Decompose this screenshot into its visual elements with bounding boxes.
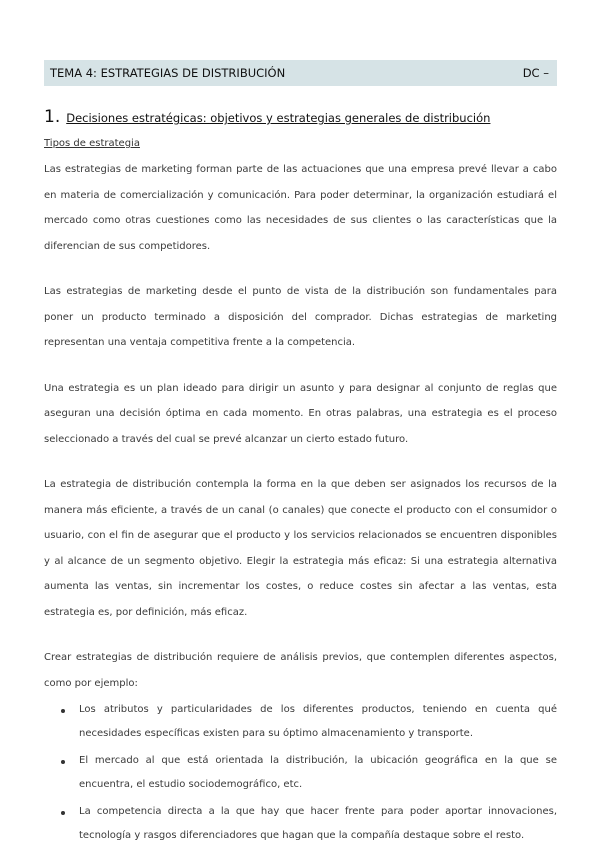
list-item <box>44 800 557 848</box>
section-title: Decisiones estratégicas: objetivos y estrategias generales de distribución <box>66 111 491 125</box>
paragraph: La estrategia de distribución contempla la forma en la que deben ser asignados los recursos de la manera más eficiente, a través de un canal (o canales) que conecte el producto con el consumidor o usuario, con el fin de asegurar que el producto y los servicios relacionados se encuentren disponibles y al alcance de un segmento objetivo. Elegir la estrategia más eficaz: Si una estrategia alternativa aumenta las ventas, sin incrementar los costes, o reduce costes sin afectar a las ventas, esta estrategia es, por definición, más eficaz. <box>44 479 557 618</box>
paragraph: Las estrategias de marketing desde el punto de vista de la distribución son fundamentales para poner un producto terminado a disposición del comprador. Dichas estrategias de marketing representan una ventaja competitiva frente a la competencia. <box>44 286 557 348</box>
bullet-list <box>44 698 557 848</box>
page-header <box>44 60 557 86</box>
list-item <box>44 698 557 746</box>
paragraph: Las estrategias de marketing forman parte de las actuaciones que una empresa prevé llevar a cabo en materia de comercialización y comunicación. Para poder determinar, la organización estudiará el mercado como otras cuestiones como las necesidades de sus clientes o las características que la diferencian de sus competidores. <box>44 164 557 252</box>
subheading: Tipos de estrategia <box>44 138 140 149</box>
header-code: DC – <box>522 66 549 80</box>
header-title: TEMA 4: ESTRATEGIAS DE DISTRIBUCIÓN <box>50 66 286 80</box>
list-item-text: La competencia directa a la que hay que hacer frente para poder aportar innovaciones, tecnología y rasgos diferenciadores que hagan que la compañía destaque sobre el resto. <box>79 806 557 841</box>
section-number: 1. <box>44 107 61 127</box>
paragraph: Crear estrategias de distribución requiere de análisis previos, que contemplen diferentes aspectos, como por ejemplo: <box>44 652 557 689</box>
bullet-icon <box>61 760 65 764</box>
list-item-text: Los atributos y particularidades de los diferentes productos, teniendo en cuenta qué necesidades específicas existen para su óptimo almacenamiento y transporte. <box>79 704 557 739</box>
section-heading <box>44 107 557 127</box>
list-item-text: El mercado al que está orientada la distribución, la ubicación geográfica en la que se encuentra, el estudio sociodemográfico, etc. <box>79 755 557 790</box>
bullet-icon <box>61 709 65 713</box>
paragraph: Una estrategia es un plan ideado para dirigir un asunto y para designar al conjunto de reglas que aseguran una decisión óptima en cada momento. En otras palabras, una estrategia es el proceso seleccionado a través del cual se prevé alcanzar un cierto estado futuro. <box>44 382 557 445</box>
list-item <box>44 749 557 797</box>
body-text <box>44 157 557 851</box>
bullet-icon <box>61 811 65 815</box>
